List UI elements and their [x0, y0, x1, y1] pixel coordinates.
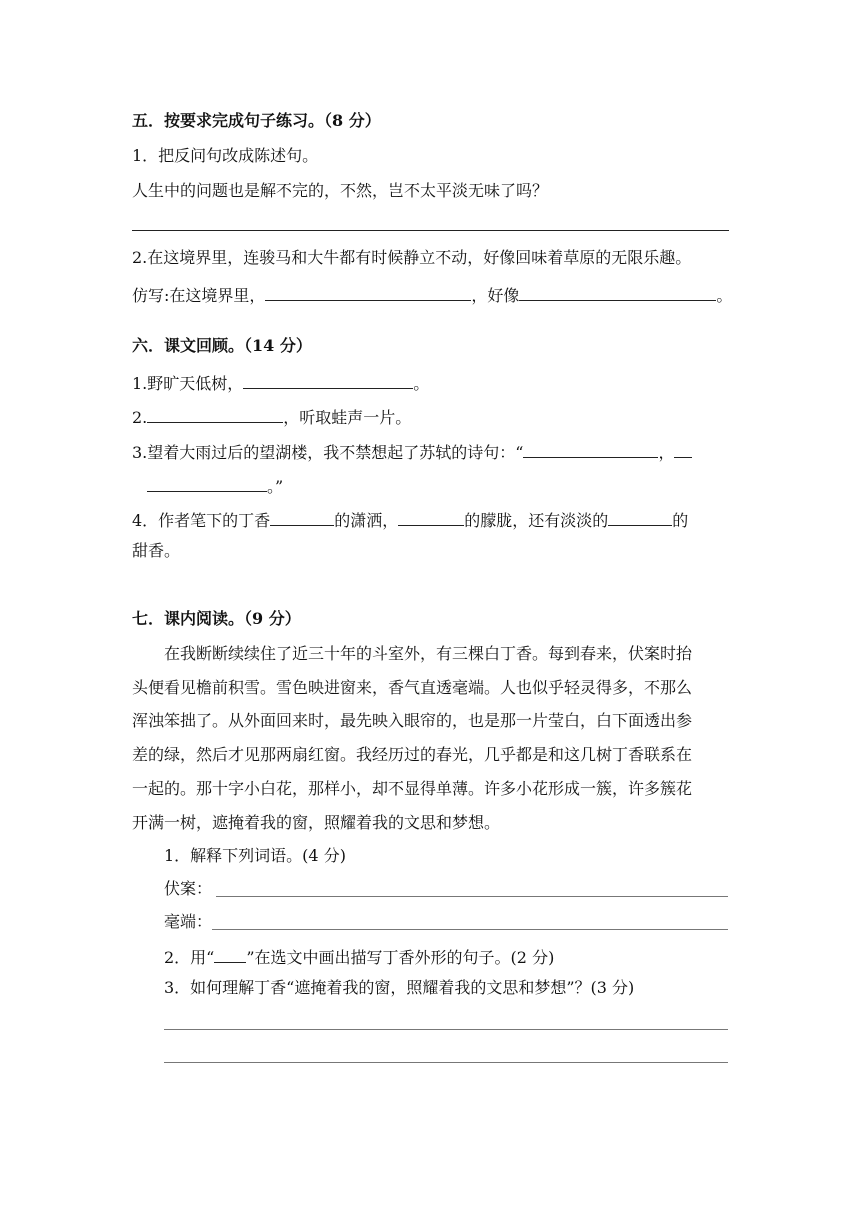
sec7-q2-underline-sample — [214, 947, 246, 963]
sec6-item-4-blank-1[interactable] — [270, 510, 334, 526]
sec6-item-4-mid2: 的朦胧，还有淡淡的 — [464, 511, 609, 530]
section-7-title: 七．课内阅读。（9 分） — [132, 609, 301, 628]
sec6-item-2-prefix: 2. — [132, 408, 148, 427]
sec6-item-4-mid3: 的 — [672, 511, 689, 530]
sec6-item-1-blank[interactable] — [243, 373, 413, 389]
sec5-q2-blank-2[interactable] — [519, 285, 716, 301]
sec6-item-3-blank-2b[interactable] — [147, 476, 267, 492]
sec6-item-4-blank-2[interactable] — [398, 510, 464, 526]
sec6-item-3-line1 — [132, 442, 692, 461]
sec6-item-3-text: 3.望着大雨过后的望湖楼，我不禁想起了苏轼的诗句：“ — [132, 443, 524, 462]
sec5-q1-answer-line[interactable] — [132, 230, 729, 231]
sec5-q2-sentence: 2.在这境界里，连骏马和大牛都有时候静立不动，好像回味着草原的无限乐趣。 — [132, 248, 692, 267]
sec6-item-3-line2 — [147, 476, 283, 495]
sec7-q3-answer-line-1[interactable] — [164, 1029, 728, 1030]
sec7-q1: 1．解释下列词语。(4 分) — [164, 846, 346, 865]
sec6-item-4-mid1: 的潇洒， — [334, 511, 399, 530]
sec6-item-4-line2: 甜香。 — [132, 541, 181, 560]
sec7-q2-prefix: 2．用“ — [164, 948, 215, 967]
sec6-item-2-suffix: ，听取蛙声一片。 — [283, 408, 412, 427]
sec5-q1-sentence: 人生中的问题也是解不完的，不然，岂不太平淡无味了吗？ — [132, 181, 549, 200]
sec7-term-1: 伏案： — [164, 879, 213, 898]
sec7-q3-answer-line-2[interactable] — [164, 1062, 728, 1063]
passage-line: 差的绿，然后才见那两扇红窗。我经历过的春光，几乎都是和这几树丁香联系在 — [132, 745, 693, 764]
passage-line: 一起的。那十字小白花，那样小，却不显得单薄。许多小花形成一簇，许多簇花 — [132, 779, 693, 798]
section-5-title: 五．按要求完成句子练习。（8 分） — [132, 111, 381, 130]
sec6-item-4-blank-3[interactable] — [608, 510, 672, 526]
sec5-q1-label: 1．把反问句改成陈述句。 — [132, 146, 319, 165]
sec6-item-1-prefix: 1.野旷天低树， — [132, 374, 244, 393]
sec5-q2-mid: ，好像 — [471, 286, 520, 305]
sec6-item-1-end: 。 — [413, 374, 430, 393]
sec7-term-2: 毫端： — [164, 912, 213, 931]
sec7-term-1-answer-line[interactable] — [216, 896, 728, 897]
sec5-q2-imitation — [132, 285, 732, 304]
sec5-q2-prefix: 仿写:在这境界里， — [132, 286, 266, 305]
sec7-term-2-answer-line[interactable] — [212, 929, 728, 930]
sec6-item-4-prefix: 4．作者笔下的丁香 — [132, 511, 271, 530]
sec6-item-3-comma: ， — [658, 443, 675, 462]
sec5-q2-blank-1[interactable] — [265, 285, 471, 301]
sec7-q2-suffix: ”在选文中画出描写丁香外形的句子。(2 分) — [246, 948, 555, 967]
sec6-item-3-blank-2a[interactable] — [674, 442, 692, 458]
sec6-item-1 — [132, 373, 429, 392]
passage-line: 浑浊笨拙了。从外面回来时，最先映入眼帘的，也是那一片莹白，白下面透出参 — [132, 711, 693, 730]
sec6-item-4-line1 — [132, 510, 688, 529]
sec6-item-3-end: 。” — [267, 477, 284, 496]
sec7-q3: 3．如何理解丁香“遮掩着我的窗，照耀着我的文思和梦想”？(3 分) — [164, 978, 635, 997]
sec7-q2 — [164, 947, 554, 966]
passage-line: 头便看见檐前积雪。雪色映进窗来，香气直透毫端。人也似乎轻灵得多，不那么 — [132, 678, 693, 697]
sec6-item-2-blank[interactable] — [147, 407, 283, 423]
passage-line: 在我断断续续住了近三十年的斗室外，有三棵白丁香。每到春来，伏案时抬 — [164, 644, 693, 663]
sec5-q2-end: 。 — [716, 286, 733, 305]
section-6-title: 六．课文回顾。（14 分） — [132, 336, 312, 355]
passage-line: 开满一树，遮掩着我的窗，照耀着我的文思和梦想。 — [132, 813, 501, 832]
sec6-item-3-blank-1[interactable] — [523, 442, 658, 458]
sec6-item-2 — [132, 407, 411, 426]
